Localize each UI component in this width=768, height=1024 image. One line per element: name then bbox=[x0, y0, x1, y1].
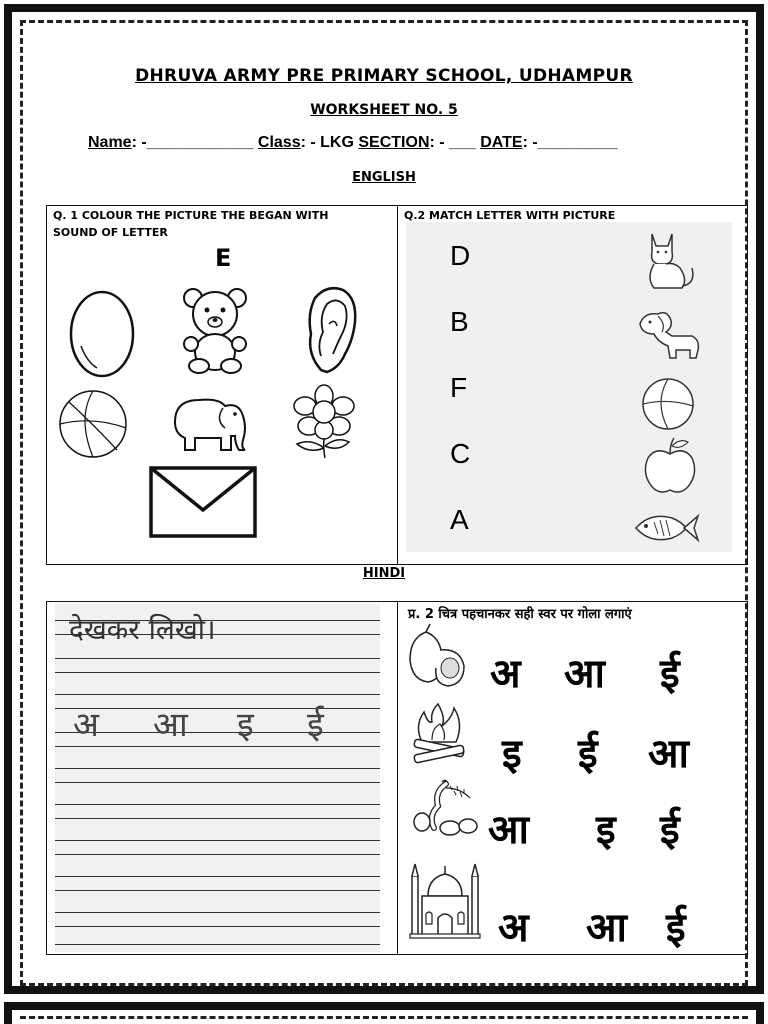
english-q2-box bbox=[397, 205, 748, 565]
hindi-letter: अ bbox=[73, 705, 99, 745]
hindi-q2-text: प्र. 2 चित्र पहचानकर सही स्वर पर गोला लगाएं bbox=[408, 607, 632, 622]
swar-option[interactable]: इ bbox=[596, 807, 616, 853]
envelope-picture[interactable] bbox=[149, 466, 257, 538]
swar-option[interactable]: आ bbox=[648, 731, 689, 777]
hindi-letter: इ bbox=[237, 705, 254, 745]
name-label: Name bbox=[88, 134, 132, 151]
next-page-dashed-frame bbox=[20, 1016, 748, 1019]
teddy-bear-picture[interactable] bbox=[179, 286, 251, 374]
ball-picture[interactable] bbox=[57, 388, 129, 460]
ruled-writing-area[interactable] bbox=[55, 604, 380, 952]
student-info-row bbox=[88, 134, 708, 152]
swar-option[interactable]: ई bbox=[660, 807, 680, 853]
match-panel bbox=[406, 222, 732, 552]
section-field[interactable]: : - ___ bbox=[429, 134, 481, 151]
hindi-q1-title: देखकर लिखो। bbox=[69, 613, 216, 646]
guava-picture[interactable] bbox=[404, 624, 468, 690]
hindi-letter: आ bbox=[153, 705, 188, 745]
date-label: DATE bbox=[480, 134, 523, 151]
school-name: DHRUVA ARMY PRE PRIMARY SCHOOL, UDHAMPUR bbox=[135, 66, 633, 86]
match-letter[interactable]: A bbox=[450, 504, 469, 535]
target-letter: E bbox=[215, 244, 232, 272]
hindi-letter: ई bbox=[307, 705, 324, 745]
match-letter[interactable]: B bbox=[450, 306, 469, 337]
mosque-picture[interactable] bbox=[408, 858, 482, 940]
hindi-heading: HINDI bbox=[362, 566, 406, 581]
match-letter[interactable]: C bbox=[450, 438, 471, 469]
swar-option[interactable]: आ bbox=[586, 905, 627, 951]
apple-picture[interactable] bbox=[640, 436, 700, 498]
class-label: Class bbox=[257, 134, 301, 151]
swar-option[interactable]: अ bbox=[490, 651, 521, 697]
swar-option[interactable]: ई bbox=[666, 905, 686, 951]
match-letter[interactable]: F bbox=[450, 372, 468, 403]
section-label: SECTION bbox=[358, 134, 430, 151]
fish-picture[interactable] bbox=[632, 508, 702, 548]
swar-option[interactable]: ई bbox=[660, 651, 680, 697]
english-q1-text: Q. 1 COLOUR THE PICTURE THE BEGAN WITH SOUND OF LETTER bbox=[53, 209, 329, 239]
match-letter[interactable]: D bbox=[450, 240, 471, 271]
worksheet-number: WORKSHEET NO. 5 bbox=[310, 102, 458, 118]
swar-option[interactable]: आ bbox=[564, 651, 605, 697]
swar-option[interactable]: अ bbox=[498, 905, 529, 951]
next-page-border bbox=[4, 1002, 764, 1024]
class-value: : - LKG bbox=[300, 134, 359, 151]
date-field[interactable]: : -_________ bbox=[522, 134, 618, 151]
elephant-picture[interactable] bbox=[169, 392, 251, 454]
tamarind-picture[interactable] bbox=[412, 776, 482, 842]
hindi-q1-box bbox=[46, 601, 398, 955]
ball-picture[interactable] bbox=[640, 376, 696, 432]
english-q1-box bbox=[46, 205, 398, 565]
ear-picture[interactable] bbox=[303, 284, 359, 376]
flower-picture[interactable] bbox=[287, 382, 361, 460]
hindi-q2-box bbox=[397, 601, 748, 955]
swar-option[interactable]: ई bbox=[578, 731, 598, 777]
swar-option[interactable]: आ bbox=[488, 807, 529, 853]
dog-picture[interactable] bbox=[636, 306, 702, 362]
fire-picture[interactable] bbox=[410, 700, 468, 766]
name-field[interactable]: : -____________ bbox=[131, 134, 258, 151]
english-q2-text: Q.2 MATCH LETTER WITH PICTURE bbox=[404, 209, 616, 222]
egg-picture[interactable] bbox=[67, 288, 137, 378]
swar-option[interactable]: इ bbox=[502, 731, 522, 777]
cat-picture[interactable] bbox=[642, 228, 698, 292]
english-heading: ENGLISH bbox=[352, 170, 416, 185]
